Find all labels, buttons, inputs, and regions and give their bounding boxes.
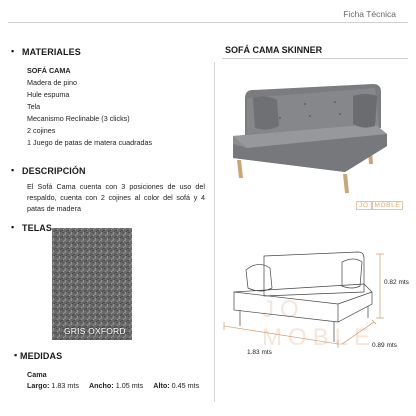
fabric-color-name: GRIS OXFORD (64, 326, 126, 336)
alto-value: 0.45 mts (171, 381, 200, 390)
header-divider (8, 22, 408, 23)
medidas-row (27, 380, 199, 391)
bullet-icon: ▪ (11, 165, 15, 175)
product-title: SOFÁ CAMA SKINNER (225, 45, 323, 55)
ancho-value: 1.05 mts (115, 381, 144, 390)
alto-label: Alto: (153, 381, 170, 390)
fabric-texture (52, 228, 132, 340)
largo-value: 1.83 mts (51, 381, 79, 390)
brand-logo (356, 202, 403, 209)
sofa-photo (225, 78, 395, 198)
materiales-item: 2 cojines (27, 126, 56, 135)
brand-watermark: JO MOBLE (262, 296, 377, 351)
materiales-item: Madera de pino (27, 78, 77, 87)
width-dimension-label: 1.83 mts (247, 349, 272, 356)
bullet-icon: ▪ (11, 46, 15, 56)
materiales-subheading: SOFÁ CAMA (27, 66, 71, 75)
sofa-drawing (214, 218, 414, 378)
bullet-icon: ▪ (11, 222, 15, 232)
bullet-icon: ▪ (14, 350, 18, 360)
medidas-subheading: Cama (27, 370, 47, 379)
logo-text-b: MOBLE (372, 201, 404, 210)
document-type-title: Ficha Técnica (343, 9, 396, 19)
section-heading-materiales: MATERIALES (22, 47, 81, 57)
ancho-label: Ancho: (88, 381, 114, 390)
logo-text-a: JO (356, 201, 372, 210)
largo-label: Largo: (27, 381, 50, 390)
section-heading-descripcion: DESCRIPCIÓN (22, 166, 86, 176)
product-title-divider (222, 58, 408, 59)
materiales-item: Tela (27, 102, 41, 111)
section-heading-medidas: MEDIDAS (20, 351, 63, 361)
fabric-swatch (52, 228, 132, 340)
section-heading-telas: TELAS (22, 223, 53, 233)
descripcion-text: El Sofá Cama cuenta con 3 posiciones de uso del respaldo, cuenta con 2 cojines al color del sofá y 4 patas de madera (27, 182, 205, 214)
materiales-item: Mecanismo Reclinable (3 clicks) (27, 114, 130, 123)
materiales-item: 1 Juego de patas de matera cuadradas (27, 138, 153, 147)
depth-dimension-label: 0.89 mts (372, 342, 397, 349)
materiales-item: Hule espuma (27, 90, 70, 99)
height-dimension-label: 0.82 mts (384, 279, 409, 286)
